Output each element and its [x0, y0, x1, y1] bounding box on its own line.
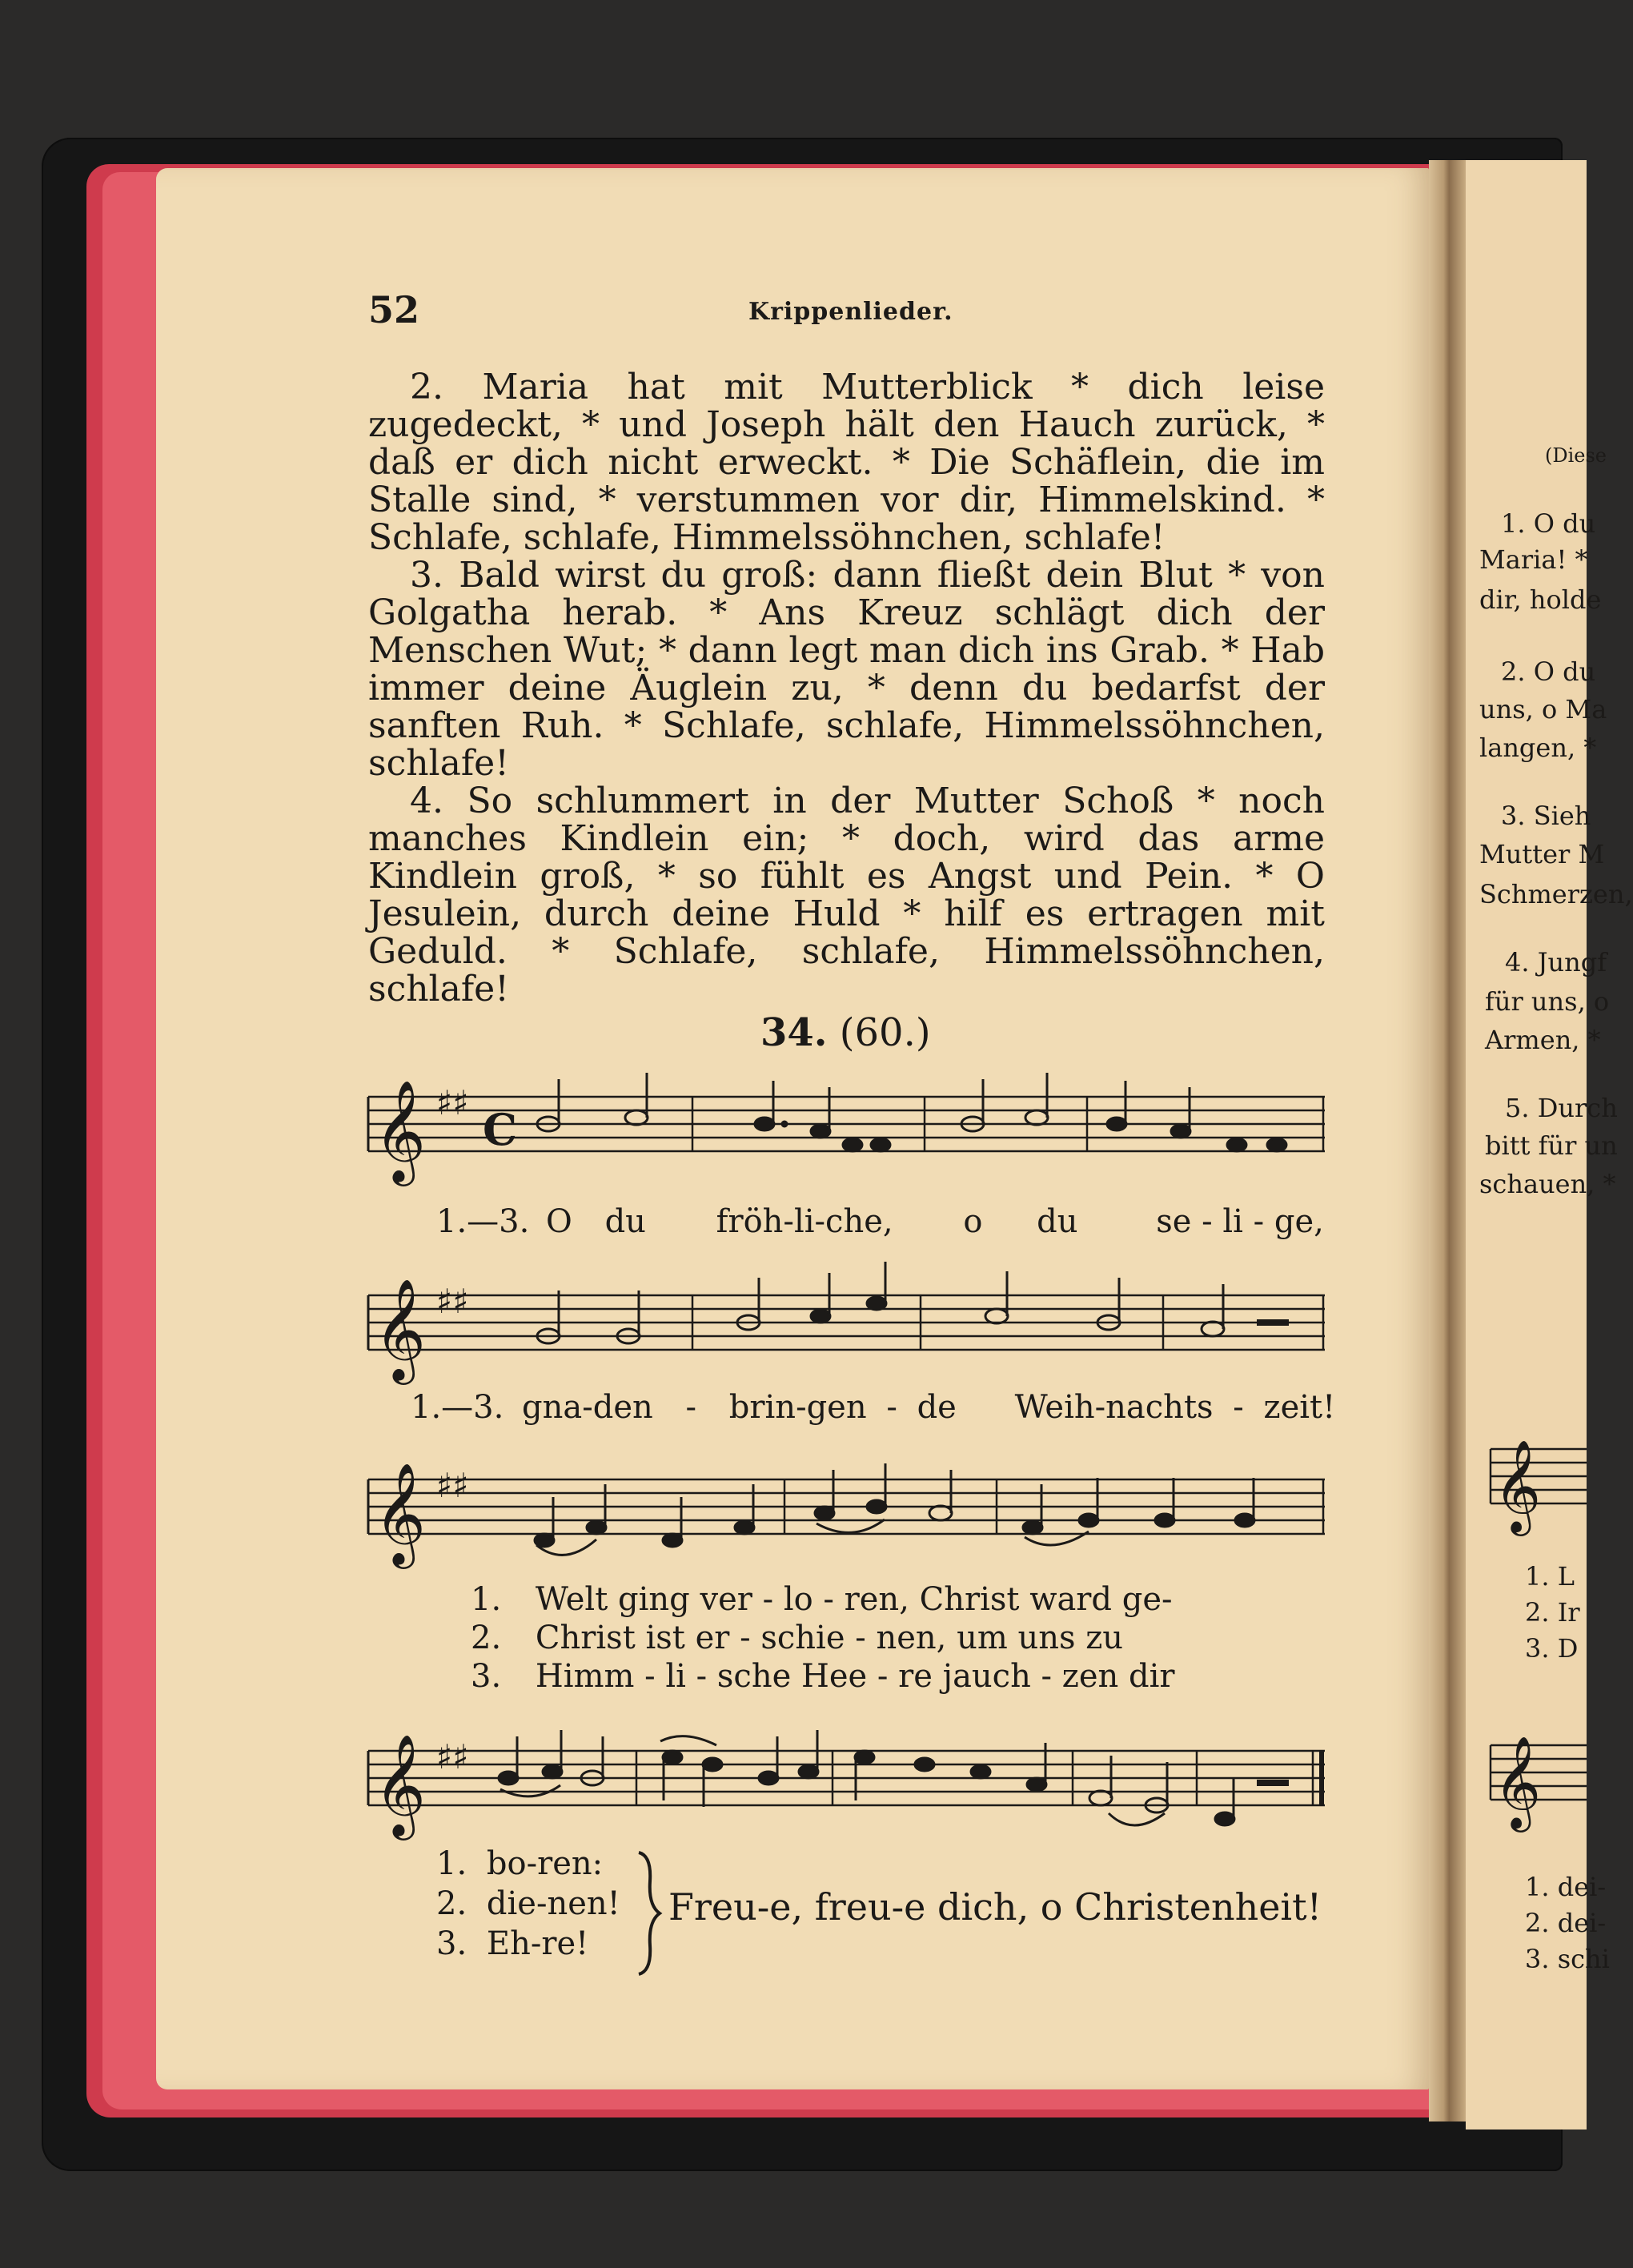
right-page-fragment: 1. dei- — [1525, 1872, 1607, 1902]
right-page-fragment: 3. schi — [1525, 1944, 1610, 1974]
lyric-syllable: Weih-nachts — [1014, 1389, 1214, 1426]
right-page-fragment: 2. Ir — [1525, 1597, 1580, 1628]
song-title — [760, 1010, 931, 1055]
music-staff-3 — [364, 1447, 1325, 1592]
verse-block — [368, 368, 1325, 1008]
music-staff-4 — [364, 1709, 1325, 1861]
lyrics-line-1-label: 1.—3. — [436, 1203, 530, 1240]
lyric-syllable: du — [1037, 1203, 1078, 1240]
stanza-line-num: 3. — [471, 1658, 502, 1695]
right-page-fragment: 3. D — [1525, 1633, 1579, 1664]
right-page-fragment: 2. dei- — [1525, 1908, 1607, 1938]
ending-text: die-nen! — [486, 1885, 620, 1922]
treble-clef-icon: 𝄞 — [374, 1733, 427, 1836]
key-signature-icon: ♯♯ — [436, 1466, 469, 1505]
right-page-fragment: 3. Sieh — [1501, 801, 1591, 831]
right-page-fragment: 5. Durch — [1505, 1093, 1618, 1123]
lyric-syllable: - — [1233, 1389, 1244, 1426]
refrain-text: Freu-e, freu-e dich, o Christenheit! — [668, 1885, 1322, 1929]
lyric-syllable: O — [546, 1203, 572, 1240]
lyric-syllable: de — [917, 1389, 957, 1426]
key-signature-icon: ♯♯ — [436, 1737, 469, 1776]
treble-clef-icon: 𝄞 — [1494, 1439, 1542, 1532]
lyrics-line-2-label: 1.—3. — [411, 1389, 504, 1426]
key-signature-icon: ♯♯ — [436, 1282, 469, 1321]
treble-clef-icon: 𝄞 — [374, 1079, 427, 1182]
brace-icon — [632, 1849, 664, 1977]
music-staff-1 — [364, 1073, 1325, 1209]
right-page-fragment: Maria! * — [1479, 544, 1588, 575]
stanza-line-num: 1. — [471, 1581, 502, 1618]
right-page-fragment: (Diese — [1545, 444, 1607, 467]
ending-num: 1. — [436, 1845, 467, 1882]
verse-3: 3. Bald wirst du groß: dann fließt dein Blut * von Golgatha herab. * Ans Kreuz schlägt dich der Menschen Wut; * dann legt man dich ins Grab. * Hab immer deine Äuglein zu, * denn du bedarfst der sanften Ruh. * Schlafe, schlafe, Himmelssöhnchen, schlafe! — [368, 555, 1325, 784]
stanza-line-text: Christ ist er - schie - nen, um uns zu — [535, 1620, 1124, 1656]
treble-clef-icon: 𝄞 — [374, 1278, 427, 1380]
lyric-syllable: - — [685, 1389, 697, 1426]
lyric-syllable: gna-den — [522, 1389, 653, 1426]
right-page-fragment: für uns, o — [1485, 986, 1610, 1017]
notes-staff-2 — [537, 1262, 1289, 1343]
lyric-syllable: se - li - ge, — [1156, 1203, 1324, 1240]
key-signature-icon: ♯♯ — [436, 1083, 469, 1122]
music-staff-2 — [364, 1257, 1325, 1380]
right-page-fragment: Schmerzen, — [1479, 879, 1633, 909]
right-page-fragment: 1. L — [1525, 1561, 1575, 1592]
ending-num: 2. — [436, 1885, 467, 1922]
lyrics-line-2 — [411, 1389, 1335, 1426]
page-number: 52 — [368, 288, 420, 331]
right-page-fragment: dir, holde — [1479, 584, 1602, 615]
right-page-fragment: Mutter M — [1479, 839, 1605, 869]
right-page-fragment: langen, * — [1479, 733, 1597, 763]
verse-2: 2. Maria hat mit Mutterblick * dich leise zugedeckt, * und Joseph hält den Hauch zurück, * daß er dich nicht erweckt. * Die Schäflein, die im Stalle sind, * verstummen vor dir, Himmelskind. * Schlafe, schlafe, Himmelssöhnchen, schlafe! — [368, 367, 1325, 558]
notes-staff-1 — [537, 1073, 1286, 1151]
right-page-fragment: bitt für un — [1485, 1130, 1618, 1161]
book-gutter — [1429, 160, 1466, 2121]
treble-clef-icon: 𝄞 — [374, 1462, 427, 1564]
ending-text: bo-ren: — [486, 1845, 604, 1882]
verse-4: 4. So schlummert in der Mutter Schoß * noch manches Kindlein ein; * doch, wird das arme Kindlein groß, * so fühlt es Angst und Pein. * O Jesulein, durch deine Huld * hilf es ertragen mit Geduld. * Schlafe, schlafe, Himmelssöhnchen, schlafe! — [368, 781, 1325, 1010]
right-page-staff-2 — [1487, 1721, 1587, 1828]
right-page-fragment: 4. Jungf — [1505, 947, 1607, 977]
ending-line-3 — [436, 1925, 588, 1962]
right-page-staff-1 — [1487, 1425, 1587, 1532]
ending-text: Eh-re! — [486, 1925, 589, 1962]
right-page-fragment: 2. O du — [1501, 656, 1596, 687]
stanza-line-text: Welt ging ver - lo - ren, Christ ward ge- — [535, 1581, 1173, 1618]
stanza-line-2 — [471, 1620, 1123, 1656]
ending-num: 3. — [436, 1925, 467, 1962]
lyric-syllable: - — [886, 1389, 897, 1426]
right-page-fragment: 1. O du — [1501, 508, 1596, 539]
common-time-icon: C — [483, 1104, 517, 1155]
song-number: 34. — [760, 1010, 828, 1055]
lyric-syllable: zeit! — [1263, 1389, 1336, 1426]
lyric-syllable: brin-gen — [728, 1389, 867, 1426]
lyric-syllable: du — [604, 1203, 646, 1240]
right-page-fragment: Armen, * — [1485, 1025, 1601, 1055]
stanza-line-3 — [471, 1658, 1175, 1695]
lyrics-line-1 — [436, 1203, 1324, 1240]
right-page-fragment: schauen, * — [1479, 1169, 1616, 1199]
ending-line-2 — [436, 1885, 620, 1922]
stanza-line-1 — [471, 1581, 1173, 1618]
stanza-line-num: 2. — [471, 1620, 502, 1656]
running-head: Krippenlieder. — [748, 298, 953, 326]
right-page-fragment: uns, o Ma — [1479, 694, 1607, 725]
song-ref: (60.) — [839, 1010, 931, 1055]
notes-staff-3 — [535, 1463, 1254, 1555]
stanza-line-text: Himm - li - sche Hee - re jauch - zen dir — [535, 1658, 1175, 1695]
lyric-syllable: fröh-li-che, — [716, 1203, 893, 1240]
treble-clef-icon: 𝄞 — [1494, 1735, 1542, 1828]
lyric-syllable: o — [963, 1203, 983, 1240]
ending-line-1 — [436, 1845, 603, 1882]
